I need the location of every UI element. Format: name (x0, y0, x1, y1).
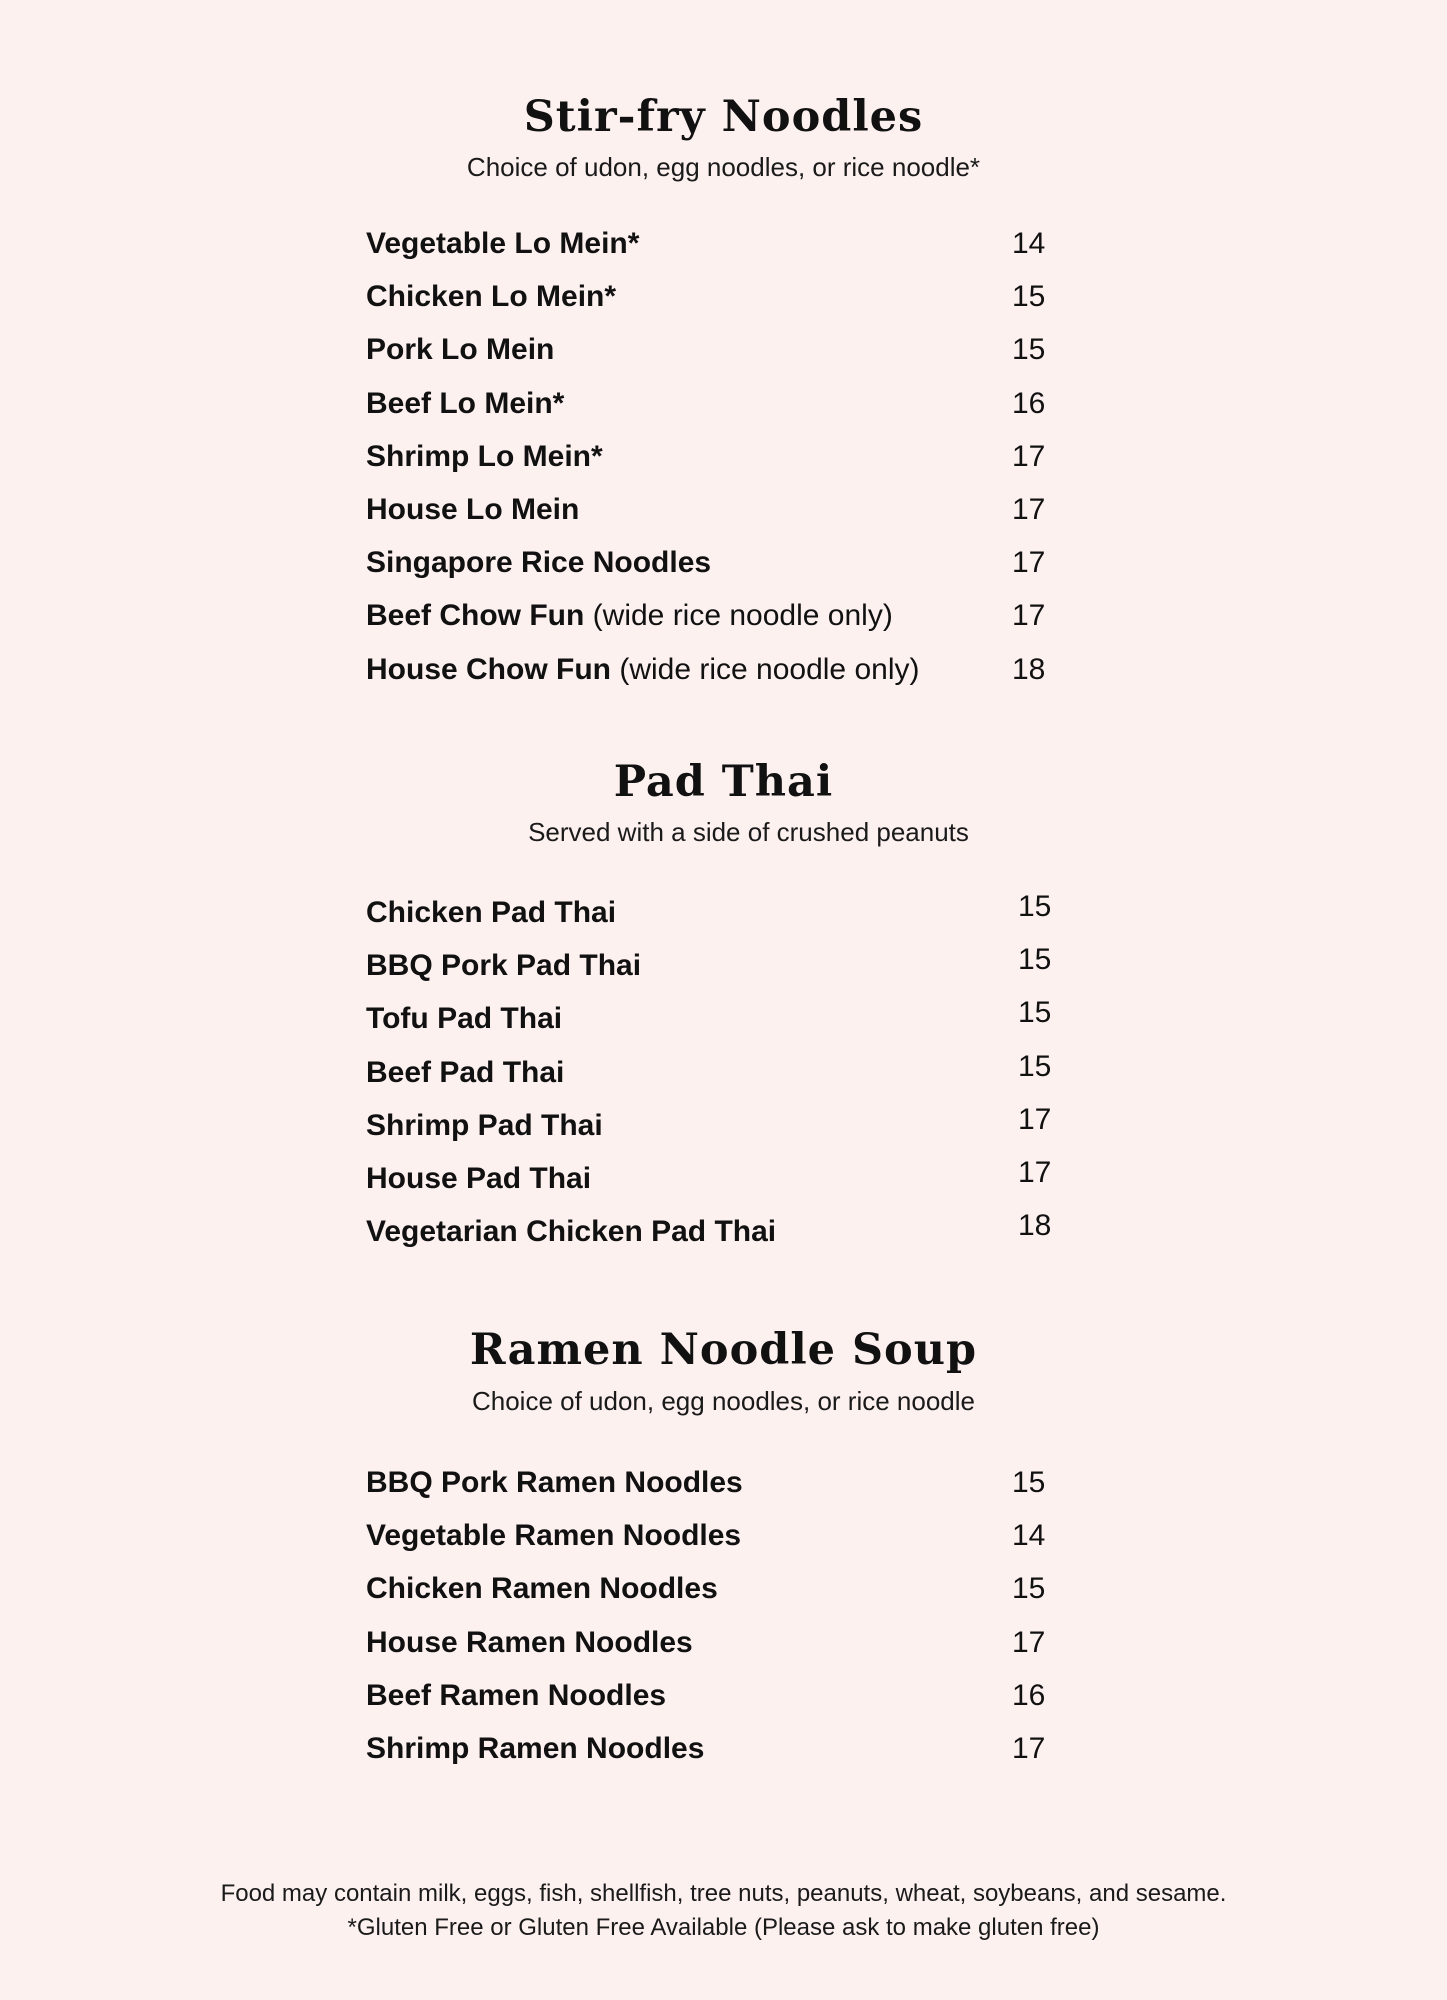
item-name: Chicken Pad Thai (366, 896, 617, 929)
section-title: Ramen Noodle Soup (469, 1325, 978, 1375)
item-price: 17 (1012, 546, 1046, 580)
item-name: BBQ Pork Pad Thai (366, 949, 642, 983)
item-price: 18 (1018, 1209, 1052, 1243)
item-name (366, 652, 920, 686)
item-price: 17 (1012, 439, 1046, 473)
item-name: House Pad Thai (366, 1161, 592, 1195)
item-note: (wide rice noodle only) (619, 652, 920, 686)
item-name: Chicken Ramen Noodles (366, 1572, 718, 1606)
menu-item (366, 335, 1046, 388)
menu-item (366, 1625, 1046, 1681)
item-name: Shrimp Ramen Noodles (366, 1731, 705, 1765)
item-price: 18 (1012, 652, 1046, 686)
menu-item (366, 1102, 1052, 1164)
item-price: 15 (1012, 333, 1046, 367)
menu-item (366, 282, 1046, 335)
menu-item-list (366, 229, 1046, 708)
item-price: 14 (1012, 227, 1046, 260)
item-price: 16 (1012, 386, 1046, 420)
item-price: 15 (1018, 890, 1052, 923)
item-price: 15 (1018, 996, 1052, 1030)
menu-item (366, 601, 1046, 654)
item-name: Pork Lo Mein (366, 333, 555, 367)
item-name-text: Beef Chow Fun (366, 599, 585, 633)
section-subtitle: Served with a side of crushed peanuts (528, 817, 969, 847)
item-name: Beef Ramen Noodles (366, 1678, 667, 1712)
item-price: 16 (1012, 1678, 1046, 1712)
item-name: Tofu Pad Thai (366, 1002, 563, 1036)
menu-item-list (366, 890, 1052, 1270)
menu-item (366, 1049, 1052, 1111)
item-price: 17 (1018, 1102, 1052, 1136)
menu-item (366, 890, 1052, 951)
menu-item (366, 548, 1046, 601)
item-price: 17 (1018, 1155, 1052, 1189)
menu-item (366, 652, 1046, 708)
item-price: 15 (1018, 1049, 1052, 1083)
item-price: 15 (1012, 1572, 1046, 1606)
menu-item (366, 1209, 1052, 1270)
item-name: Shrimp Pad Thai (366, 1108, 603, 1142)
item-price: 17 (1012, 1625, 1046, 1659)
item-name: Vegetarian Chicken Pad Thai (366, 1215, 777, 1249)
item-price: 14 (1012, 1519, 1046, 1553)
item-name: Vegetable Lo Mein* (366, 227, 640, 260)
item-name: Chicken Lo Mein* (366, 280, 617, 314)
item-name: BBQ Pork Ramen Noodles (366, 1466, 743, 1499)
item-price: 17 (1012, 492, 1046, 526)
menu-item (366, 492, 1046, 548)
item-name: Shrimp Lo Mein* (366, 439, 603, 473)
menu-item (366, 386, 1046, 442)
menu-item (366, 439, 1046, 495)
section-subtitle: Choice of udon, egg noodles, or rice noodle* (466, 152, 981, 182)
menu-item-list (366, 1468, 1046, 1787)
item-note: (wide rice noodle only) (592, 599, 893, 633)
section-subtitle: Choice of udon, egg noodles, or rice noodle (471, 1386, 975, 1416)
item-name: Beef Lo Mein* (366, 386, 565, 420)
item-price: 15 (1018, 943, 1052, 977)
item-name: House Ramen Noodles (366, 1625, 693, 1659)
section-title: Pad Thai (613, 757, 834, 807)
item-price: 17 (1012, 599, 1046, 633)
item-name: House Lo Mein (366, 492, 580, 526)
item-name: Beef Pad Thai (366, 1055, 565, 1089)
item-name: Singapore Rice Noodles (366, 546, 712, 580)
menu-item (366, 1468, 1046, 1521)
gluten-free-note: *Gluten Free or Gluten Free Available (Please ask to make gluten free) (347, 1914, 1100, 1941)
menu-item (366, 943, 1052, 1004)
item-price: 15 (1012, 280, 1046, 314)
menu-item (366, 1155, 1052, 1217)
allergen-note: Food may contain milk, eggs, fish, shellfish, tree nuts, peanuts, wheat, soybeans, and sesame. (220, 1880, 1227, 1907)
menu-item (366, 996, 1052, 1057)
item-name-text: House Chow Fun (366, 652, 611, 686)
menu-item (366, 229, 1046, 282)
footer-notes (0, 1877, 1447, 1945)
menu-item (366, 1678, 1046, 1734)
item-price: 17 (1012, 1731, 1046, 1765)
menu-item (366, 1731, 1046, 1787)
item-price: 15 (1012, 1466, 1046, 1499)
item-name (366, 601, 893, 631)
section-title: Stir-fry Noodles (523, 92, 924, 142)
item-name: Vegetable Ramen Noodles (366, 1519, 742, 1553)
menu-item (366, 1521, 1046, 1574)
menu-item (366, 1574, 1046, 1627)
